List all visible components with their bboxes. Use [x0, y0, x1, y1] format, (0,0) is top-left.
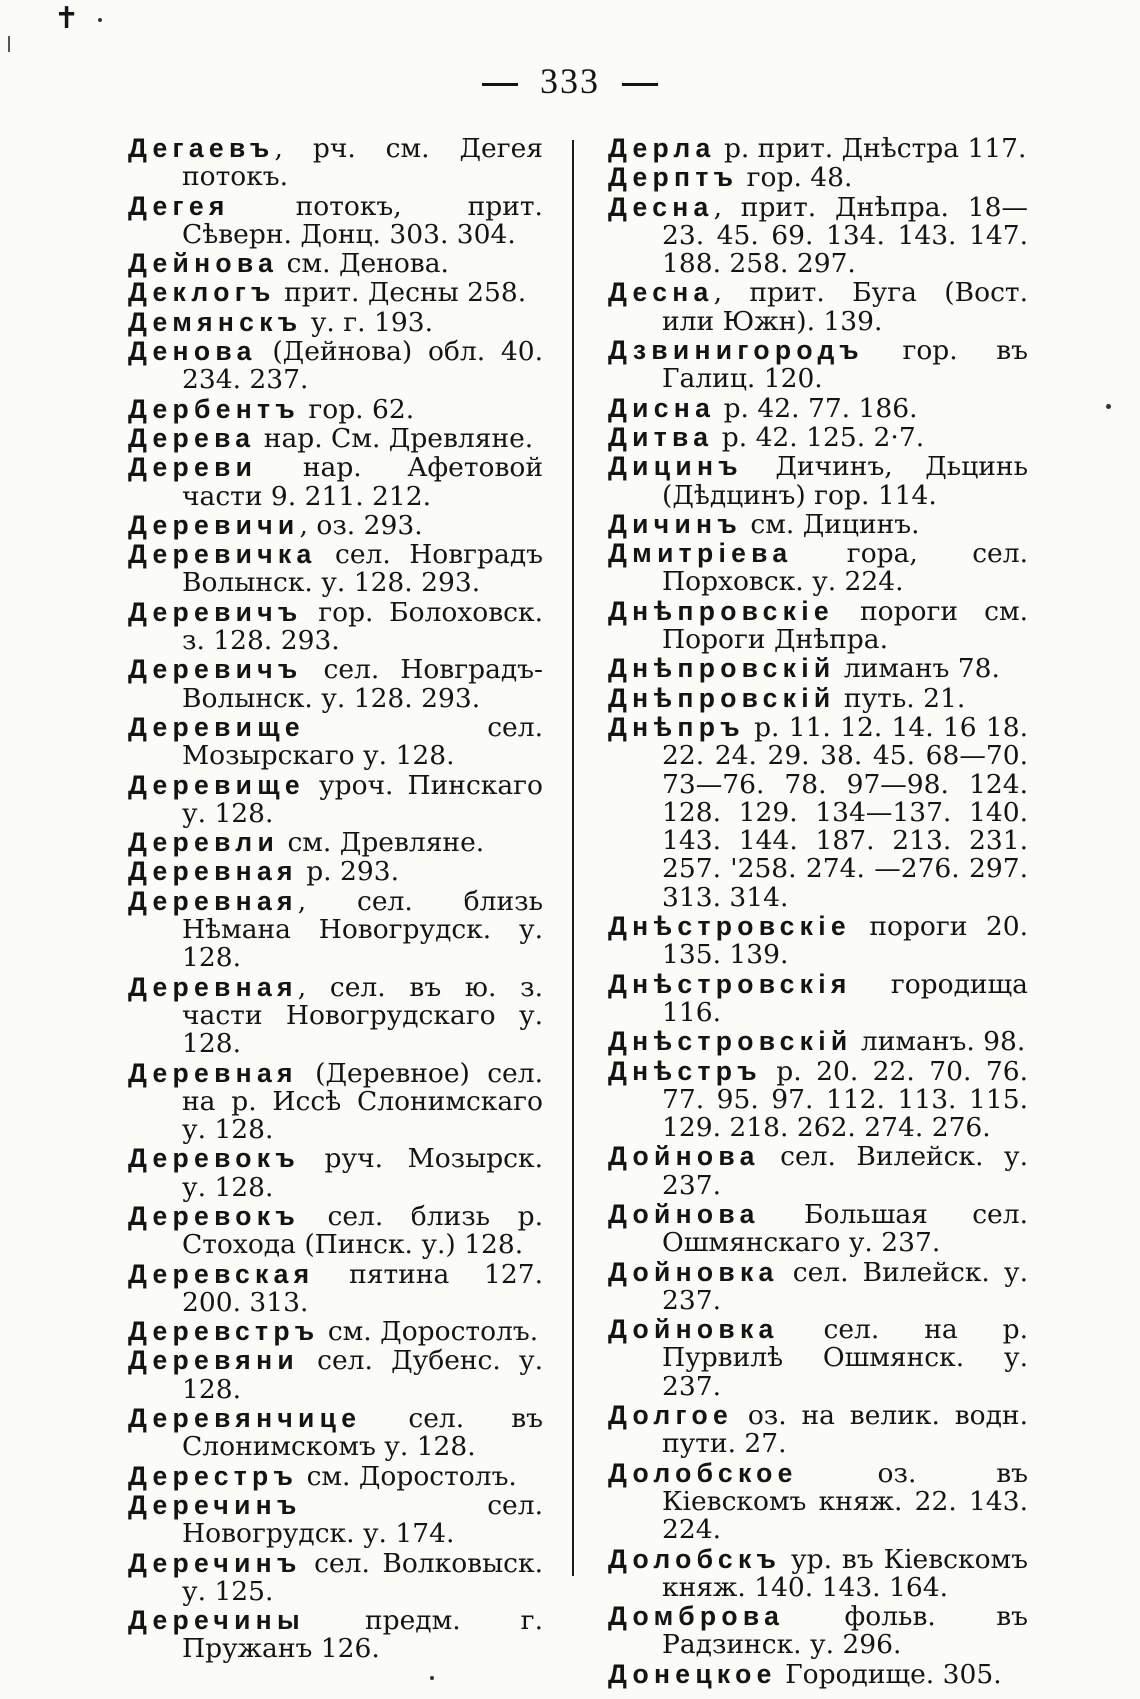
entry-text: р. 293.	[297, 856, 400, 888]
entry-text: (Дейнова) обл. 40. 234. 237.	[182, 336, 543, 396]
entry-headword: Дейнова	[128, 248, 279, 279]
index-entry	[608, 510, 1028, 539]
entry-headword: Днѣпровскій	[608, 682, 836, 713]
entry-text: пятина 127. 200. 313.	[182, 1258, 543, 1318]
header-dash	[482, 83, 518, 86]
entry-headword: Дерптъ	[608, 162, 739, 193]
entry-text: сел. Новградъ-Волынск. у. 128. 293.	[182, 654, 543, 714]
entry-headword: Днѣпровскій	[608, 653, 836, 684]
entry-text: прит. Десны 258.	[275, 277, 527, 309]
index-entry	[128, 1549, 543, 1607]
index-entry	[128, 308, 543, 337]
entry-headword: Дойнова	[608, 1198, 760, 1229]
entry-text: пороги см. Пороги Днѣпра.	[662, 595, 1028, 656]
page-number: 333	[540, 61, 600, 101]
entry-text: р. 11. 12. 14. 16 18. 22. 24. 29. 38. 45. 68—70. 73—76. 78. 97—98. 124. 128. 129. 134—137. 140. 143. 144. 187. 213. 231. 257. '258. 274. —276. 297. 313. 314.	[662, 711, 1028, 913]
index-entry	[608, 336, 1028, 394]
entry-text: , прит. Буга (Вост. или Южн). 139.	[662, 277, 1028, 337]
entry-headword: Демянскъ	[128, 306, 303, 337]
index-entry	[128, 1260, 543, 1318]
entry-headword: Дерла	[608, 133, 716, 163]
index-entry	[128, 337, 543, 395]
entry-text: гор. 62.	[299, 393, 415, 425]
entry-headword: Деклогъ	[128, 277, 276, 308]
index-entry	[128, 887, 543, 973]
entry-text: лиманъ. 98.	[852, 1026, 1026, 1058]
entry-headword: Деревстръ	[128, 1316, 320, 1347]
entry-text: см. Дицинъ.	[741, 508, 920, 540]
header-dash	[622, 83, 658, 86]
entry-text: р. 42. 125. 2·7.	[713, 421, 925, 453]
decorative-ornament: ✝	[54, 1, 80, 36]
entry-text: оз. въ Кіевскомъ княж. 22. 143. 224.	[662, 1457, 1028, 1546]
index-entry	[608, 1258, 1028, 1316]
entry-text: сел. въ Слонимскомъ у. 128.	[182, 1403, 543, 1463]
entry-text: ур. въ Кіевскомъ княж. 140. 143. 164.	[662, 1543, 1028, 1603]
entry-headword: Днѣпровскіе	[608, 595, 834, 626]
entry-headword: Дербентъ	[128, 393, 300, 424]
entry-text: сел. Дубенс. у. 128.	[182, 1345, 543, 1405]
entry-headword: Деревянчице	[128, 1403, 362, 1434]
entry-headword: Деревная	[128, 856, 298, 887]
entry-text: сел. Новградъ Волынск. у. 128. 293.	[182, 539, 543, 599]
index-entry	[608, 1142, 1028, 1200]
entry-text: см. Доростолъ.	[319, 1316, 539, 1348]
index-entry	[608, 134, 1028, 163]
entry-headword: Дегаевъ	[128, 133, 275, 163]
entry-text: , сел. въ ю. з. части Новогрудскаго у. 128.	[182, 971, 543, 1060]
entry-text: сел. на р. Пурвилѣ Ошмянск. у. 237.	[662, 1314, 1028, 1402]
entry-text: оз. на велик. водн. пути. 27.	[662, 1400, 1028, 1460]
entry-headword: Деречинъ	[128, 1547, 302, 1578]
entry-headword: Деревичка	[128, 539, 317, 570]
entry-text: р. 42. 77. 186.	[715, 392, 918, 424]
index-entry	[608, 193, 1028, 279]
entry-text: см. Доростолъ.	[298, 1460, 517, 1492]
entry-headword: Деревище	[128, 769, 305, 800]
entry-text: уроч. Пинскаго у. 128.	[182, 769, 543, 829]
index-entry	[608, 423, 1028, 452]
entry-headword: Деревная	[128, 1057, 298, 1088]
entry-text: лиманъ 78.	[835, 653, 1000, 685]
entry-text: пороги 20. 135. 139.	[662, 911, 1028, 971]
ink-speck	[1106, 404, 1111, 409]
entry-text: гор. 48.	[738, 162, 853, 194]
index-entry	[128, 1059, 543, 1145]
entry-headword: Днѣстровскій	[608, 1026, 853, 1057]
entry-headword: Деречины	[128, 1605, 305, 1636]
entry-headword: Деревяни	[128, 1345, 299, 1376]
entry-text: гор. Болоховск. з. 128. 293.	[182, 596, 543, 657]
entry-headword: Деревичъ	[128, 596, 303, 627]
entry-headword: Домброва	[608, 1601, 785, 1632]
index-entry	[608, 163, 1028, 192]
entry-text: сел. Вилейск. у. 237.	[662, 1256, 1028, 1316]
index-entry	[608, 1200, 1028, 1258]
entry-text: , оз. 293.	[299, 509, 423, 541]
entry-headword: Дмитріева	[608, 538, 793, 569]
entry-text: фольв. въ Радзинск. у. 296.	[662, 1601, 1028, 1661]
entry-text: нар. Афетовой части 9. 211. 212.	[182, 452, 543, 512]
index-entry	[128, 598, 543, 656]
index-entry	[128, 540, 543, 598]
margin-mark	[8, 36, 10, 52]
entry-headword: Дойнова	[608, 1141, 760, 1172]
entry-text: , рч. см. Дегея потокъ.	[182, 133, 543, 193]
entry-headword: Деревская	[128, 1258, 315, 1289]
index-entry	[128, 249, 543, 278]
entry-headword: Дереви	[128, 452, 258, 483]
index-entry	[128, 192, 543, 250]
index-entry	[608, 394, 1028, 423]
entry-text: Дичинъ, Дьцинь (Дѣдцинъ) гор. 114.	[662, 451, 1028, 511]
index-entry	[608, 278, 1028, 336]
entry-text: сел. Вилейск. у. 237.	[662, 1141, 1028, 1201]
index-entry	[128, 655, 543, 713]
entry-text: р. прит. Днѣстра 117.	[715, 133, 1027, 164]
entry-headword: Долгое	[608, 1400, 733, 1431]
index-entry	[128, 1491, 543, 1549]
entry-text: у. г. 193.	[302, 306, 433, 338]
entry-text: , прит. Днѣпра. 18—23. 45. 69. 134. 143. 147. 188. 258. 297.	[662, 191, 1028, 280]
entry-headword: Десна	[608, 191, 714, 222]
entry-headword: Дойновка	[608, 1314, 779, 1345]
entry-text: , сел. близь Нѣмана Новогрудск. у. 128.	[182, 885, 543, 974]
index-entry	[608, 1602, 1028, 1660]
index-entry	[608, 597, 1028, 655]
entry-headword: Десна	[608, 277, 714, 308]
index-entry	[128, 511, 543, 540]
entry-headword: Дичинъ	[608, 508, 742, 539]
index-entry	[128, 1144, 543, 1202]
entry-headword: Дицинъ	[608, 451, 743, 482]
left-column	[128, 134, 543, 1664]
entry-text: см. Денова.	[278, 248, 449, 280]
entry-text: Большая сел. Ошмянскаго у. 237.	[662, 1198, 1028, 1259]
entry-headword: Днѣстровскія	[608, 968, 852, 999]
index-entry	[608, 970, 1028, 1028]
index-entry	[128, 1462, 543, 1491]
index-entry	[128, 1346, 543, 1404]
entry-text: сел. Мозырскаго у. 128.	[182, 711, 543, 772]
entry-headword: Деревная	[128, 885, 298, 916]
index-entry	[128, 134, 543, 192]
index-entry	[128, 1606, 543, 1664]
entry-headword: Дзвинигородъ	[608, 335, 864, 366]
index-entry	[128, 424, 543, 453]
index-entry	[608, 912, 1028, 970]
index-entry	[128, 1202, 543, 1260]
entry-headword: Деревище	[128, 711, 305, 742]
entry-headword: Деревичи	[128, 509, 300, 540]
entry-headword: Долобскъ	[608, 1543, 782, 1574]
entry-headword: Деречинъ	[128, 1489, 302, 1520]
index-entry	[608, 1660, 1028, 1689]
index-entry	[608, 1027, 1028, 1056]
index-entry	[128, 278, 543, 307]
index-entry	[608, 1459, 1028, 1545]
entry-headword: Долобское	[608, 1457, 798, 1488]
entry-headword: Деревокъ	[128, 1143, 300, 1174]
entry-text: руч. Мозырск. у. 128.	[182, 1143, 543, 1203]
entry-headword: Донецкое	[608, 1658, 777, 1689]
index-entry	[608, 1545, 1028, 1603]
entry-headword: Дерева	[128, 422, 256, 453]
entry-text: сел. Волковыск. у. 125.	[182, 1547, 543, 1607]
index-entry	[128, 1317, 543, 1346]
entry-text: сел. близь р. Стохода (Пинск. у.) 128.	[182, 1200, 543, 1261]
index-entry	[608, 684, 1028, 713]
entry-text: гор. въ Галиц. 120.	[662, 335, 1028, 395]
index-entry	[128, 453, 543, 511]
entry-headword: Деревокъ	[128, 1200, 300, 1231]
index-entry	[608, 1315, 1028, 1401]
index-entry	[608, 713, 1028, 912]
page-number-header	[0, 60, 1140, 102]
index-entry	[128, 857, 543, 886]
entry-headword: Деревная	[128, 971, 298, 1002]
entry-text: сел. Новогрудск. у. 174.	[182, 1489, 543, 1550]
index-entry	[608, 1057, 1028, 1143]
entry-text: Городище. 305.	[776, 1658, 1002, 1690]
entry-text: путь. 21.	[835, 682, 966, 714]
ink-speck	[430, 1676, 434, 1680]
entry-text: см. Древляне.	[279, 827, 485, 859]
entry-headword: Днѣстръ	[608, 1055, 762, 1086]
index-entry	[128, 713, 543, 771]
index-entry	[128, 828, 543, 857]
ink-speck	[98, 18, 102, 22]
entry-headword: Дегея	[128, 190, 230, 221]
index-entry	[608, 539, 1028, 597]
entry-headword: Днѣпръ	[608, 711, 745, 742]
entry-text: потокъ, прит. Сѣверн. Донц. 303. 304.	[182, 190, 543, 250]
index-entry	[128, 1404, 543, 1462]
entry-text: городища 116.	[662, 968, 1028, 1028]
entry-text: (Деревное) сел. на р. Иссѣ Слонимскаго у. 128.	[182, 1057, 543, 1146]
right-column	[608, 134, 1028, 1689]
entry-text: нар. См. Древляне.	[255, 422, 534, 454]
entry-text: предм. г. Пружанъ 126.	[182, 1605, 543, 1665]
entry-headword: Дитва	[608, 421, 714, 452]
index-entry	[128, 973, 543, 1059]
entry-headword: Дерестръ	[128, 1460, 299, 1491]
entry-text: гора, сел. Порховск. у. 224.	[662, 538, 1028, 598]
entry-headword: Днѣстровскіе	[608, 911, 851, 942]
entry-headword: Деревли	[128, 827, 280, 858]
index-entry	[128, 395, 543, 424]
entry-headword: Деревичъ	[128, 654, 303, 685]
entry-headword: Дисна	[608, 392, 716, 423]
index-entry	[608, 1401, 1028, 1459]
entry-text: р. 20. 22. 70. 76. 77. 95. 97. 112. 113. 115. 129. 218. 262. 274. 276.	[662, 1055, 1028, 1144]
entry-headword: Денова	[128, 336, 257, 367]
entry-headword: Дойновка	[608, 1256, 779, 1287]
index-entry	[608, 654, 1028, 683]
column-divider	[572, 140, 574, 1576]
index-entry	[128, 771, 543, 829]
index-entry	[608, 452, 1028, 510]
